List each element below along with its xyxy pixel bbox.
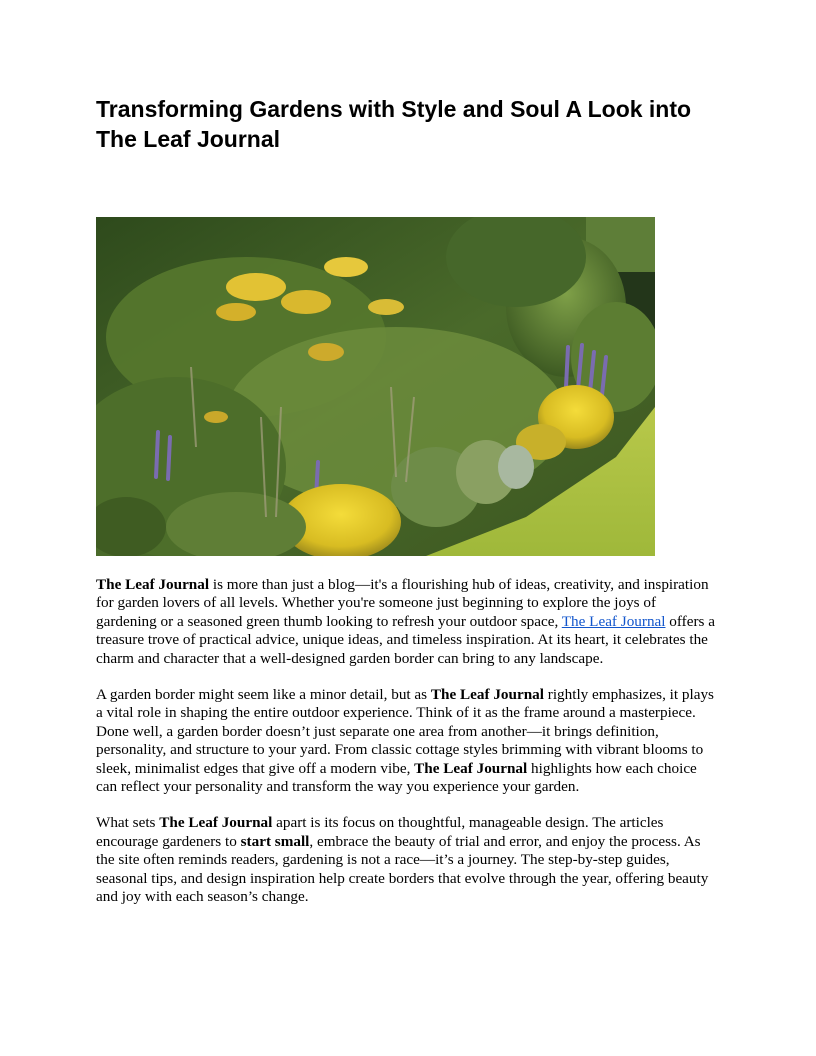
paragraph-text: highlights how each choice can reflect your personality and transform the way you experience your garden.	[96, 759, 697, 796]
bold-start-small: start small	[240, 832, 310, 850]
document-title: Transforming Gardens with Style and Soul A Look into The Leaf Journal	[96, 96, 692, 152]
document-page	[96, 94, 716, 907]
paragraph-text: A garden border might seem like a minor detail, but as	[96, 686, 431, 704]
bold-site-name: The Leaf Journal	[430, 686, 544, 704]
bold-site-name: The Leaf Journal	[96, 576, 210, 593]
paragraph-2	[96, 686, 716, 796]
paragraph-text: , embrace the beauty of trial and error, and enjoy the process. As the site often reminds readers, gardening is not a race—it’s a journey. The step-by-step guides, seasonal tips, and design inspiration help create borders that evolve through the year, offering beauty and joy with each season’s change.	[96, 832, 709, 906]
paragraph-text: apart is its focus on thoughtful, manageable design. The articles encourage gardeners to	[96, 814, 664, 850]
paragraph-3	[96, 814, 716, 906]
bold-site-name: The Leaf Journal	[159, 814, 273, 832]
paragraph-text: is more than just a blog—it's a flourishing hub of ideas, creativity, and inspiration for garden lovers of all levels. Whether you're someone just beginning to explore the joys of gardening or a seasoned green thumb looking to refresh your outdoor space,	[96, 576, 709, 630]
bold-site-name: The Leaf Journal	[414, 759, 528, 777]
the-leaf-journal-link[interactable]: The Leaf Journal	[561, 612, 666, 630]
paragraph-text: rightly emphasizes, it plays a vital role in shaping the entire outdoor experience. Think of it as the frame around a masterpiece. Done well, a garden border doesn’t just separate one area from another—it brings definition, personality, and structure to your yard. From classic cottage styles brimming with vibrant blooms to sleek, minimalist edges that give off a modern vibe,	[96, 686, 714, 777]
paragraph-text: What sets	[96, 814, 160, 832]
paragraph-text: offers a treasure trove of practical advice, unique ideas, and timeless inspiration. At its heart, it celebrates the charm and character that a well-designed garden border can bring to any landscape.	[96, 612, 715, 667]
garden-border-photo	[96, 217, 655, 556]
paragraph-1	[96, 576, 716, 668]
